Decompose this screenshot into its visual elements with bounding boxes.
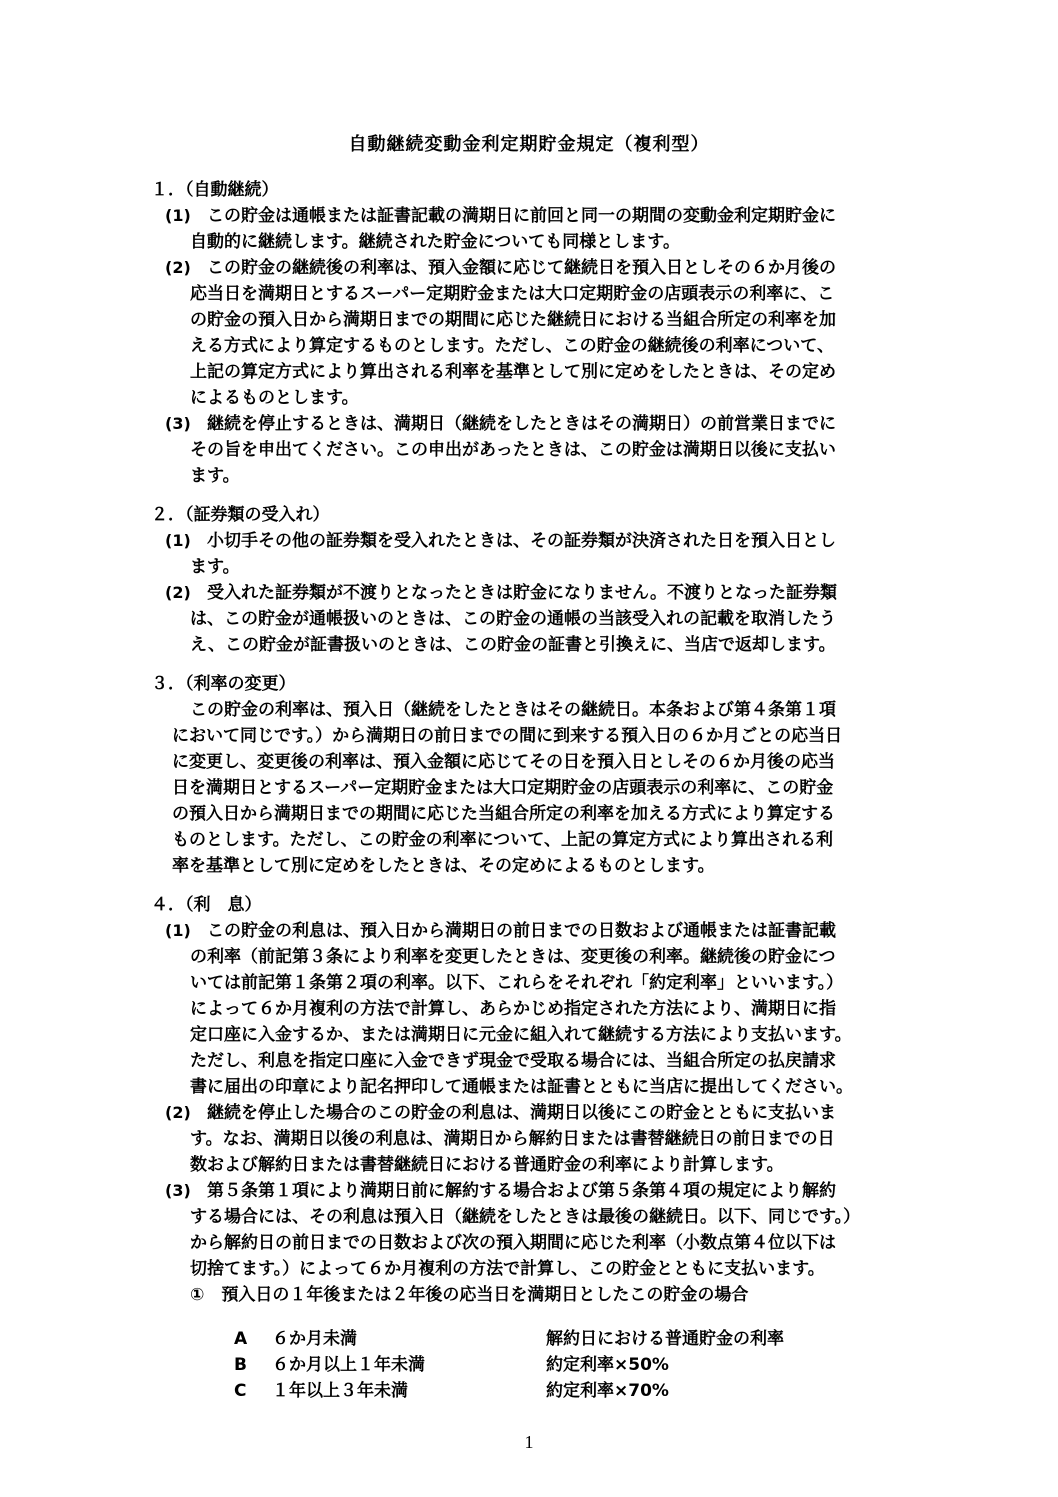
item-number: (1) (165, 531, 191, 550)
body-line: によるものとします。 (190, 388, 359, 408)
rate-row-rate: 解約日における普通貯金の利率 (546, 1329, 784, 1349)
item-number: (2) (165, 1103, 191, 1122)
rate-row-rate: 約定利率×70% (546, 1381, 669, 1401)
section-heading: ４．（利 息） (151, 895, 262, 915)
rate-row-period: １年以上３年未満 (272, 1381, 408, 1401)
section-heading: １．（自動継続） (151, 180, 279, 200)
body-line: え、この貯金が証書扱いのときは、この貯金の証書と引換えに、当店で返却します。 (190, 635, 836, 655)
body-line: において同じです。）から満期日の前日までの間に到来する預入日の６か月ごとの応当日 (172, 726, 843, 746)
body-line: から解約日の前日までの日数および次の預入期間に応じた利率（小数点第４位以下は (190, 1233, 836, 1253)
body-line: 自動的に継続します。継続された貯金についても同様とします。 (190, 232, 680, 252)
body-line: 第５条第１項により満期日前に解約する場合および第５条第４項の規定により解約 (207, 1181, 836, 1201)
body-line: 継続を停止した場合のこの貯金の利息は、満期日以後にこの貯金とともに支払いま (207, 1103, 836, 1123)
body-line: 数および解約日または書替継続日における普通貯金の利率により計算します。 (190, 1155, 784, 1175)
body-line: は、この貯金が通帳扱いのときは、この貯金の通帳の当該受入れの記載を取消したう (190, 609, 836, 629)
body-line: 上記の算定方式により算出される利率を基準として別に定めをしたときは、その定め (190, 362, 836, 382)
page-number: 1 (524, 1432, 534, 1452)
body-line: その旨を申出てください。この申出があったときは、この貯金は満期日以後に支払い (190, 440, 836, 460)
body-line: 受入れた証券類が不渡りとなったときは貯金になりません。不渡りとなった証券類 (207, 583, 838, 603)
item-number: (2) (165, 583, 191, 602)
body-line: この貯金の利息は、預入日から満期日の前日までの日数および通帳または証書記載 (207, 921, 836, 941)
body-line: 率を基準として別に定めをしたときは、その定めによるものとします。 (172, 856, 715, 876)
body-line: 定口座に入金するか、または満期日に元金に組入れて継続する方法により支払います。 (190, 1025, 852, 1045)
body-line: 書に届出の印章により記名押印して通帳または証書とともに当店に提出してください。 (190, 1077, 853, 1097)
body-line: の貯金の預入日から満期日までの期間に応じた継続日における当組合所定の利率を加 (190, 310, 836, 330)
document-title: 自動継続変動金利定期貯金規定（複利型） (348, 134, 710, 155)
body-line: に変更し、変更後の利率は、預入金額に応じてその日を預入日としその６か月後の応当 (172, 752, 835, 772)
rate-row-label: A (234, 1329, 248, 1349)
body-line: ただし、利息を指定口座に入金できず現金で受取る場合には、当組合所定の払戻請求 (190, 1051, 836, 1071)
rate-row-period: ６か月以上１年未満 (272, 1355, 425, 1375)
body-line: ます。 (190, 466, 240, 486)
body-line: 応当日を満期日とするスーパー定期貯金または大口定期貯金の店頭表示の利率に、こ (190, 284, 835, 304)
body-line: する場合には、その利息は預入日（継続をしたときは最後の継続日。以下、同じです。） (190, 1207, 861, 1227)
rate-row-label: C (234, 1381, 247, 1401)
body-line: ものとします。ただし、この貯金の利率について、上記の算定方式により算出される利 (172, 830, 833, 850)
item-number: (3) (165, 414, 191, 433)
rate-row-period: ６か月未満 (272, 1329, 357, 1349)
body-line: す。なお、満期日以後の利息は、満期日から解約日または書替継続日の前日までの日 (190, 1129, 835, 1149)
section-heading: ３．（利率の変更） (151, 674, 296, 694)
body-line: の利率（前記第３条により利率を変更したときは、変更後の利率。継続後の貯金につ (190, 947, 836, 967)
body-line: える方式により算定するものとします。ただし、この貯金の継続後の利率について、 (190, 336, 834, 356)
rate-row-rate: 約定利率×50% (546, 1355, 669, 1375)
body-line: によって６か月複利の方法で計算し、あらかじめ指定された方法により、満期日に指 (190, 999, 836, 1019)
body-line: 切捨てます。）によって６か月複利の方法で計算し、この貯金とともに支払います。 (190, 1259, 825, 1279)
section-heading: ２．（証券類の受入れ） (151, 505, 330, 525)
rate-row-label: B (234, 1355, 247, 1375)
item-number: (2) (165, 258, 191, 277)
item-number: (1) (165, 921, 191, 940)
body-line: この貯金の継続後の利率は、預入金額に応じて継続日を預入日としその６か月後の (207, 258, 836, 278)
item-number: (3) (165, 1181, 191, 1200)
body-line: この貯金は通帳または証書記載の満期日に前回と同一の期間の変動金利定期貯金に (207, 206, 836, 226)
body-line: この貯金の利率は、預入日（継続をしたときはその継続日。本条および第４条第１項 (190, 700, 836, 720)
body-line: ① 預入日の１年後または２年後の応当日を満期日としたこの貯金の場合 (190, 1285, 749, 1305)
item-number: (1) (165, 206, 191, 225)
body-line: いては前記第１条第２項の利率。以下、これらをそれぞれ「約定利率」といいます。） (190, 973, 844, 993)
body-line: 継続を停止するときは、満期日（継続をしたときはその満期日）の前営業日までに (207, 414, 836, 434)
body-line: 小切手その他の証券類を受入れたときは、その証券類が決済された日を預入日とし (207, 531, 836, 551)
body-line: の預入日から満期日までの期間に応じた当組合所定の利率を加える方式により算定する (172, 804, 835, 824)
body-line: 日を満期日とするスーパー定期貯金または大口定期貯金の店頭表示の利率に、この貯金 (172, 778, 834, 798)
body-line: ます。 (190, 557, 240, 577)
